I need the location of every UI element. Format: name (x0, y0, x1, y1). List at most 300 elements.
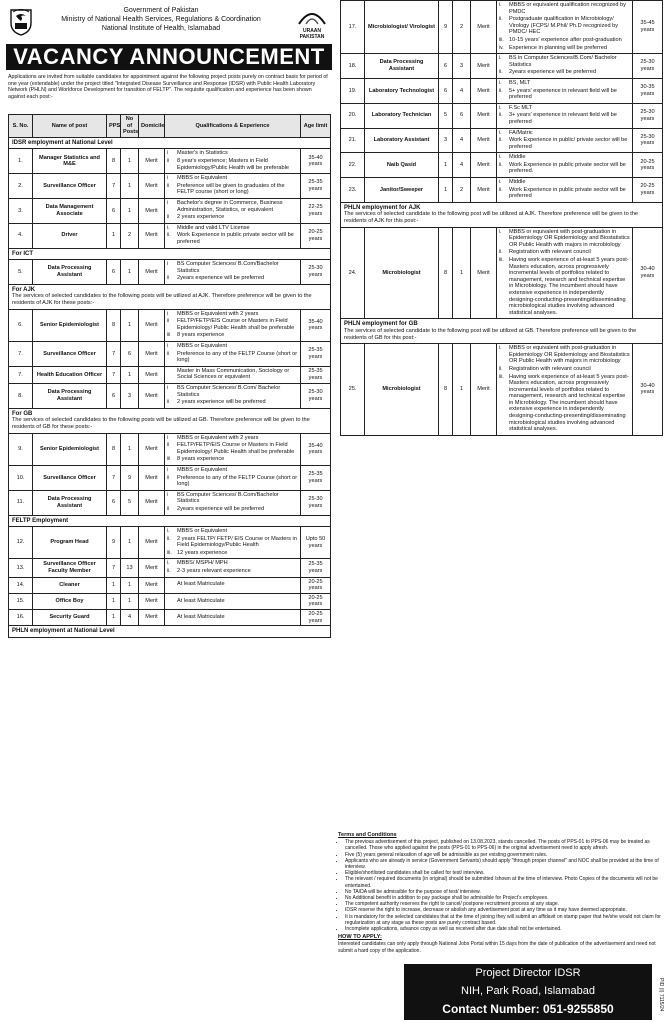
section-title: PHLN employment for AJK (344, 204, 421, 211)
qualification-item (167, 581, 298, 588)
header (6, 4, 332, 42)
qualification-roman: ii (167, 214, 170, 221)
serial-number: 4. (9, 223, 33, 248)
ministry-line: Ministry of National Health Services, Regulations & Coordination (61, 16, 261, 23)
page-title: VACANCY ANNOUNCEMENT (6, 44, 332, 70)
qualification-text: 2years experience will be preferred (177, 505, 265, 512)
posts-count: 1 (121, 593, 139, 609)
qualification-text: BS Computer Sciences/ B.Com/ Bachelor Statistics (177, 385, 281, 398)
section-row (9, 626, 331, 638)
domicile: Merit (139, 465, 165, 490)
right-column (340, 0, 662, 436)
qualification-item (499, 374, 630, 433)
age-limit: Upto 50 years (301, 527, 331, 559)
section-cell (9, 248, 331, 260)
qualification-text: Master's in Statistics (177, 150, 228, 157)
domicile: Merit (139, 384, 165, 409)
section-cell (9, 515, 331, 527)
posts-count: 4 (453, 128, 471, 153)
qualifications-cell (165, 366, 301, 383)
qualification-item (167, 183, 298, 196)
qualification-text: Preference to any of the FELTP Course (short or long) (177, 350, 298, 364)
pps-grade: 7 (107, 366, 121, 383)
qualifications-cell (165, 593, 301, 609)
qualification-text: MBBS or equivalent with post-graduation in Epidemiology OR Epidemiology and Biostatistics OR Public Health with majors in microbiology (509, 228, 630, 248)
qualification-item (167, 467, 298, 474)
section-row (9, 515, 331, 527)
qualifications-list (167, 614, 298, 621)
qualification-item (499, 88, 630, 101)
qualification-text: Middle and valid LTV License (177, 224, 250, 231)
terms-heading: Terms and Conditions (338, 832, 397, 838)
qualifications-list (499, 229, 630, 317)
age-limit: 20-25 years (301, 593, 331, 609)
qualification-roman: i (167, 261, 169, 268)
domicile: Merit (471, 344, 497, 436)
qualification-item (167, 318, 298, 331)
qualification-item (499, 69, 630, 76)
qualification-item (499, 162, 630, 175)
qualifications-cell (165, 342, 301, 367)
age-limit: 25-35 years (301, 559, 331, 577)
posts-count: 4 (453, 78, 471, 103)
qualification-text: Work Experience in public private sector will be preferred. (509, 161, 626, 175)
post-name: Laboratory Technician (365, 103, 439, 128)
qualifications-cell (165, 384, 301, 409)
qualification-text: 2 years experience (177, 214, 225, 221)
table-row (341, 178, 663, 203)
qualification-roman: ii (167, 399, 170, 406)
qualification-item (167, 550, 298, 557)
post-name: Surveillance Officer (33, 342, 107, 367)
qualification-item (167, 475, 298, 488)
pps-grade: 1 (107, 223, 121, 248)
qualification-item (167, 435, 298, 442)
serial-number: 12. (9, 527, 33, 559)
col-posts: No of Posts (121, 115, 139, 138)
qualification-text: Preference will be given to graduates of the FELTP course (short or long) (177, 182, 285, 196)
qualification-item (167, 200, 298, 213)
pps-grade: 3 (439, 128, 453, 153)
qualification-roman: i (167, 385, 169, 391)
qualification-roman: i. (499, 345, 502, 352)
terms-item: • Eligible/shortlisted candidates shall be called for test/ interview. (345, 870, 666, 876)
qualification-text: 8 years experience (177, 456, 225, 463)
qualifications-cell (165, 527, 301, 559)
qualifications-list (499, 2, 630, 51)
qualification-text: Middle (509, 179, 526, 186)
age-limit: 20-25 years (301, 223, 331, 248)
qualifications-list (167, 200, 298, 221)
address-line: NIH, Park Road, Islamabad (461, 985, 595, 997)
qualification-item (499, 257, 630, 316)
serial-number: 7. (9, 342, 33, 367)
qualification-text: FELTP/FETP/EIS Course or Masters in Field Epidemiology/ Public Health shall be preferable (177, 442, 295, 455)
qualifications-cell (497, 1, 633, 54)
qualification-text: 2years experience will be preferred (509, 69, 597, 76)
domicile: Merit (139, 593, 165, 609)
qualifications-list (167, 598, 298, 605)
table-row (9, 223, 331, 248)
post-name: Janitor/Sweeper (365, 178, 439, 203)
age-limit: 20-25 years (301, 577, 331, 593)
qualification-roman: iii (167, 332, 171, 339)
qualification-roman: ii. (499, 69, 503, 76)
col-post: Name of post (33, 115, 107, 138)
qualifications-list (167, 492, 298, 513)
domicile: Merit (471, 153, 497, 178)
qualifications-list (499, 154, 630, 175)
right-table-body (341, 1, 663, 436)
qualification-item (167, 528, 298, 535)
qualification-item (499, 130, 630, 137)
qualifications-list (167, 435, 298, 463)
qualification-item (499, 229, 630, 249)
domicile: Merit (471, 78, 497, 103)
table-row (341, 227, 663, 319)
qualifications-list (499, 105, 630, 126)
age-limit: 25-35 years (301, 174, 331, 199)
table-row (9, 309, 331, 341)
table-row (9, 149, 331, 174)
uraan-pakistan-logo (292, 8, 332, 42)
table-row (9, 384, 331, 409)
qualification-text: MBBS or Equivalent with 2 years (177, 434, 259, 441)
age-limit: 30-35 years (633, 78, 663, 103)
pps-grade: 1 (439, 153, 453, 178)
domicile: Merit (139, 433, 165, 465)
qualification-roman: i. (167, 528, 170, 535)
qualification-item (499, 179, 630, 186)
table-row (9, 342, 331, 367)
serial-number: 13. (9, 559, 33, 577)
qualification-roman: ii. (499, 161, 503, 168)
qualification-roman: i. (167, 560, 170, 567)
qualification-roman: iii. (499, 373, 504, 380)
terms-and-conditions (338, 832, 666, 954)
age-limit: 20-25 years (633, 178, 663, 203)
qualification-item (499, 187, 630, 200)
qualification-roman: ii (167, 505, 170, 512)
domicile: Merit (139, 223, 165, 248)
pps-grade: 1 (107, 577, 121, 593)
section-note: The services of selected candidates to the following posts will be utilized at AJK. Therefore preference will be given to the residents of AJK for these posts:- (12, 293, 312, 307)
qualification-item (167, 598, 298, 605)
qualification-text: Bachelor's degree in Commerce, Business Administration, Statistics, or equivalent (177, 199, 283, 213)
qualification-roman: i. (499, 104, 502, 111)
qualification-text: BS, MLT (509, 79, 531, 86)
qualification-text: MBBS or equivalent qualification recognized by PMDC (509, 2, 626, 15)
qualification-text: Experience in planning will be preferred (509, 44, 607, 51)
qualifications-list (167, 581, 298, 588)
pps-grade: 7 (107, 174, 121, 199)
serial-number: 7. (9, 366, 33, 383)
header-text (36, 6, 286, 33)
posts-count: 3 (121, 384, 139, 409)
how-to-apply-text: Interested candidates can only apply through National Jobs Portal within 15 days from the date of publication of the advertisement and need not submit a hard copy of the application. (338, 941, 656, 954)
qualifications-cell (165, 559, 301, 577)
qualification-roman: ii (167, 318, 170, 325)
section-title: PHLN employment at National Level (12, 628, 115, 635)
posts-count: 6 (453, 103, 471, 128)
table-row (341, 103, 663, 128)
state-emblem-icon (8, 6, 34, 36)
section-cell (9, 137, 331, 149)
post-name: Cleaner (33, 577, 107, 593)
posts-count: 1 (121, 198, 139, 223)
age-limit: 35-40 years (301, 309, 331, 341)
section-row (9, 248, 331, 260)
serial-number: 6. (9, 309, 33, 341)
post-name: Laboratory Technologist (365, 78, 439, 103)
post-name: Data Processing Assistant (33, 490, 107, 515)
qualification-item (167, 343, 298, 350)
table-row (9, 610, 331, 626)
domicile: Merit (139, 260, 165, 285)
col-sno: S. No. (9, 115, 33, 138)
section-cell (9, 408, 331, 433)
terms-list (338, 839, 666, 932)
pps-grade: 1 (439, 178, 453, 203)
qualifications-cell (165, 174, 301, 199)
section-note: The services of selected candidate to the following post will be utilized at AJK. Therefore preference will be given to the residents of AJK for this post:- (344, 211, 639, 225)
qualification-item (167, 225, 298, 232)
serial-number: 20. (341, 103, 365, 128)
terms-item: • The relevant / required documents (in original) should be submitted /shown at the time of interview. Photo Copies of the documents will not be entertained. (345, 876, 666, 888)
qualifications-cell (165, 260, 301, 285)
posts-count: 4 (453, 153, 471, 178)
post-name: Office Boy (33, 593, 107, 609)
qualification-text: 2years experience will be preferred (177, 275, 265, 282)
contact-box (404, 964, 652, 1020)
qualification-item (167, 568, 298, 575)
qualification-roman: i. (167, 224, 170, 231)
pid-number: PID (I) 7115/24 (658, 978, 664, 1012)
vacancy-table-left (8, 114, 331, 638)
qualification-item (167, 214, 298, 221)
qualification-item (167, 368, 298, 381)
qualification-roman: i. (499, 154, 502, 161)
table-row (9, 174, 331, 199)
qualification-roman: i (167, 310, 169, 317)
table-row (9, 465, 331, 490)
domicile: Merit (139, 559, 165, 577)
qualifications-cell (165, 577, 301, 593)
qualification-roman: ii (167, 350, 170, 357)
qualification-text: MBBS or Equivalent (177, 528, 228, 535)
pps-grade: 8 (439, 344, 453, 436)
intro-paragraph: Applications are invited from suitable candidates for appointment against the following project posts purely on contract basis for period of one year (extendable) under the project titled "Integrated Disease Surveillance and Response (IDSR) with Public Health Laboratory Network (PHLN) and Workforce Development for transition of FELTP". The requisite qualification and experience has been shown against each post:- (8, 74, 328, 100)
posts-count: 13 (121, 559, 139, 577)
table-row (9, 593, 331, 609)
age-limit: 25-30 years (301, 490, 331, 515)
qualification-roman: ii. (167, 232, 171, 239)
qualification-item (167, 385, 298, 398)
qualification-text: Work Experience in public private sector will be preferred (177, 232, 294, 245)
qualification-item (167, 261, 298, 274)
age-limit: 25-35 years (301, 342, 331, 367)
post-name: Surveillance Officer (33, 465, 107, 490)
section-row (9, 137, 331, 149)
qualifications-cell (497, 227, 633, 319)
qualification-roman: i (167, 434, 169, 441)
section-row (341, 202, 663, 227)
posts-count: 1 (121, 577, 139, 593)
pps-grade: 1 (107, 593, 121, 609)
table-row (341, 153, 663, 178)
pps-grade: 6 (107, 384, 121, 409)
qualification-roman: ii. (499, 112, 503, 119)
serial-number: 11. (9, 490, 33, 515)
pps-grade: 6 (107, 260, 121, 285)
qualification-item (167, 560, 298, 567)
table-row (341, 1, 663, 54)
left-column (8, 114, 330, 638)
qualification-roman: i (167, 343, 169, 350)
qualification-text: Registration with relevant council (509, 249, 591, 256)
serial-number: 1. (9, 149, 33, 174)
post-name: Manager Statistics and M&E (33, 149, 107, 174)
domicile: Merit (471, 227, 497, 319)
qualification-roman: iii. (167, 549, 172, 556)
qualification-item (167, 275, 298, 282)
section-title: IDSR employment at National Level (12, 139, 113, 146)
serial-number: 22. (341, 153, 365, 178)
qualification-text: At least Matriculate (177, 613, 225, 620)
post-name: Surveillance Officer (33, 174, 107, 199)
section-cell (9, 626, 331, 638)
qualification-text: Work Experience in public/ private sector will be preferred (509, 137, 628, 150)
posts-count: 1 (453, 227, 471, 319)
contact-number: Contact Number: 051-9255850 (442, 1002, 614, 1016)
section-row (341, 319, 663, 344)
qualification-roman: iii. (499, 36, 504, 43)
qualifications-cell (165, 198, 301, 223)
qualification-text: Having work experience of at-least 5 years post-Masters education, across progressively incremental levels of portfolios related to management, research and technical expertise in Microbiology. The incumbent should have extensive experience in independently designing-conducting-presenting/disseminating microbiological studies involving advanced statistical analyses. (509, 373, 629, 433)
table-row (9, 366, 331, 383)
qualification-roman: i. (499, 179, 502, 186)
qualification-item (167, 351, 298, 364)
post-name: Driver (33, 223, 107, 248)
domicile: Merit (139, 610, 165, 626)
qualifications-list (167, 261, 298, 282)
qualification-item (167, 158, 298, 171)
qualifications-list (167, 528, 298, 556)
qualifications-cell (165, 490, 301, 515)
qualification-item (499, 366, 630, 373)
qualifications-cell (165, 149, 301, 174)
pps-grade: 6 (439, 78, 453, 103)
qualifications-cell (497, 178, 633, 203)
qualifications-list (167, 385, 298, 406)
qualifications-cell (497, 344, 633, 436)
domicile: Merit (471, 128, 497, 153)
pps-grade: 1 (107, 610, 121, 626)
serial-number: 8. (9, 384, 33, 409)
table-row (341, 344, 663, 436)
section-title: For GB (12, 410, 33, 417)
age-limit: 22-25 years (301, 198, 331, 223)
qualification-text: Master in Mass Communication, Sociology or Social Sciences or equivalent (177, 367, 290, 381)
section-row (9, 284, 331, 309)
qualifications-list (499, 55, 630, 76)
qualification-item (499, 154, 630, 161)
table-row (9, 198, 331, 223)
qualification-item (499, 80, 630, 87)
pps-grade: 8 (107, 433, 121, 465)
posts-count: 4 (121, 610, 139, 626)
qualification-item (499, 105, 630, 112)
qualifications-cell (165, 309, 301, 341)
posts-count: 1 (121, 366, 139, 383)
section-cell (341, 202, 663, 227)
posts-count: 6 (121, 342, 139, 367)
qualification-roman: ii. (499, 249, 503, 256)
serial-number: 2. (9, 174, 33, 199)
posts-count: 1 (121, 174, 139, 199)
terms-item: • Applicants who are already in service (Government Servants) should apply "through proper channel" and NOC shall be provided at the time of interview. (345, 858, 666, 870)
post-name: Data Processing Assistant (33, 260, 107, 285)
table-row (341, 128, 663, 153)
posts-count: 1 (121, 149, 139, 174)
section-row (9, 408, 331, 433)
qualifications-list (499, 179, 630, 200)
qualification-roman: i (167, 466, 169, 473)
pps-grade: 6 (107, 490, 121, 515)
qualification-item (167, 536, 298, 549)
post-name: Surveillance Officer Faculty Member (33, 559, 107, 577)
table-row (341, 78, 663, 103)
domicile: Merit (139, 174, 165, 199)
institute-line: National Institute of Health, Islamabad (101, 25, 221, 32)
serial-number: 5. (9, 260, 33, 285)
serial-number: 24. (341, 227, 365, 319)
qualifications-cell (165, 610, 301, 626)
qualifications-cell (497, 54, 633, 79)
posts-count: 1 (121, 433, 139, 465)
age-limit: 25-35 years (301, 366, 331, 383)
pps-grade: 6 (107, 198, 121, 223)
serial-number: 17. (341, 1, 365, 54)
post-name: Microbiologist (365, 227, 439, 319)
post-name: Program Head (33, 527, 107, 559)
qualification-text: At least Matriculate (177, 581, 225, 588)
qualification-roman: i. (499, 228, 502, 235)
how-to-apply-heading: HOW TO APPLY: (338, 934, 382, 941)
qualification-text: MBBS/ MSPH/ MPH (177, 560, 228, 567)
terms-item: • It is mandatory for the selected candidates that at the time of joining they will submit an affidavit on stamp paper that he/she would not claim for regularization at any stage as these posts are purely contract based. (345, 914, 666, 926)
col-domicile: Domicile (139, 115, 165, 138)
qualifications-list (167, 150, 298, 171)
table-row (9, 527, 331, 559)
qualifications-list (167, 467, 298, 488)
table-row (9, 577, 331, 593)
qualification-text: 8 year's experience; Masters in Field Epidemiology/Public Health will be preferable (177, 157, 289, 171)
posts-count: 9 (121, 465, 139, 490)
qualifications-list (499, 345, 630, 433)
qualification-roman: i. (499, 55, 502, 62)
qualifications-list (167, 368, 298, 381)
qualification-roman: ii. (499, 186, 503, 193)
qualification-roman: i. (499, 2, 502, 8)
qualification-item (499, 345, 630, 365)
qualification-item (499, 55, 630, 68)
domicile: Merit (471, 54, 497, 79)
qualification-roman: ii (167, 157, 170, 164)
pps-grade: 8 (107, 309, 121, 341)
age-limit: 20-25 years (633, 153, 663, 178)
qualifications-list (167, 343, 298, 364)
